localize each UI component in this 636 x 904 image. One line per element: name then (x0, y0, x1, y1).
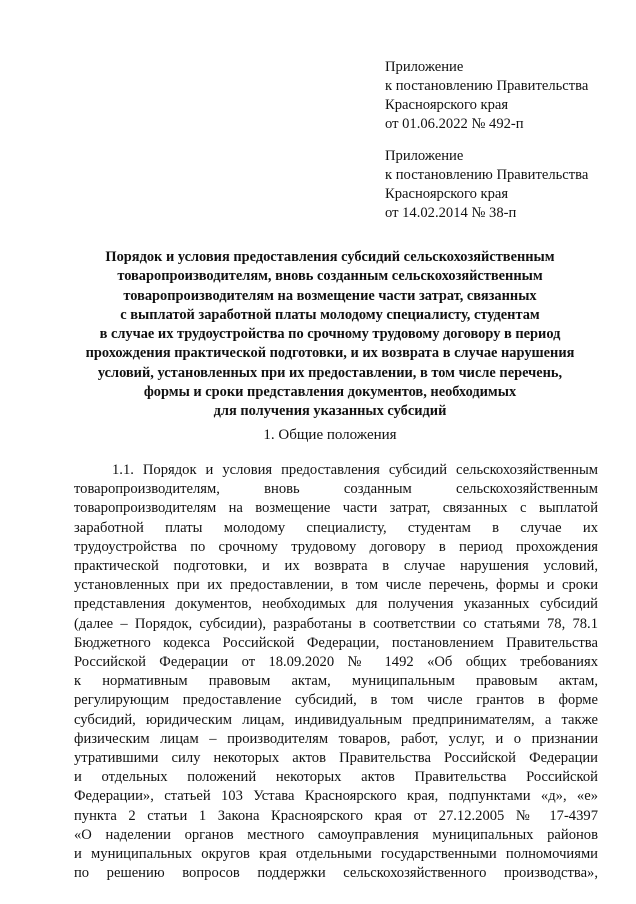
body-line: Бюджетного кодекса Российской Федерации, постановлением Правительства (74, 634, 598, 651)
body-line: товаропроизводителям, вновь созданным сельскохозяйственным (74, 481, 598, 498)
body-line: и отдельных положений некоторых актов Правительства Российской (74, 769, 598, 786)
appendix-line: от 14.02.2014 № 38-п (385, 205, 517, 221)
body-line: к нормативным правовым актам, муниципальным правовым актам, (74, 673, 598, 690)
body-line: по решению вопросов поддержки сельскохозяйственного производства», (74, 865, 598, 882)
section-heading: 1. Общие положения (263, 427, 397, 443)
body-line: практической подготовки, и их возврата в случае нарушения условий, (74, 558, 598, 575)
body-line: субсидий, юридическим лицам, индивидуальным предпринимателям, а также (74, 711, 598, 728)
body-line: (далее – Порядок, субсидии), разработаны в соответствии со статьями 78, 78.1 (74, 615, 598, 632)
body-paragraph (74, 461, 598, 883)
appendix-line: Приложение (385, 148, 464, 164)
appendix-block-2014 (385, 147, 588, 223)
body-line: товаропроизводителям на возмещение части затрат, связанных с выплатой (74, 500, 598, 517)
title-line: с выплатой заработной платы молодому специалисту, студентам (120, 306, 540, 323)
body-line: заработной платы молодому специалисту, студентам в случае их (74, 519, 598, 536)
title-line: в случае их трудоустройства по срочному трудовому договору в период (99, 326, 561, 343)
body-line: регулирующим предоставление субсидий, в том числе грантов в форме (74, 692, 598, 709)
body-line: трудоустройства по срочному трудовому договору в период прохождения (74, 538, 598, 555)
document-title (60, 248, 600, 422)
appendix-line: к постановлению Правительства (385, 78, 589, 94)
body-line: установленных при их предоставлении, в том числе перечень, формы и сроки (74, 577, 598, 594)
body-line: утратившими силу некоторых актов Правительства Российской Федерации (74, 750, 598, 767)
body-line: Российской Федерации от 18.09.2020 № 1492 «Об общих требованиях (74, 654, 598, 671)
title-line: формы и сроки представления документов, необходимых (143, 384, 517, 401)
body-line: представления документов, необходимых для получения указанных субсидий (74, 596, 598, 613)
appendix-block-2022 (385, 58, 588, 134)
body-line: «О наделении органов местного самоуправления муниципальных районов (74, 826, 598, 843)
title-line: условий, установленных при их предоставлении, в том числе перечень, (97, 364, 563, 381)
body-line: 1.1. Порядок и условия предоставления субсидий сельскохозяйственным (112, 462, 598, 478)
title-line: товаропроизводителям на возмещение части затрат, связанных (123, 287, 537, 304)
appendix-line: к постановлению Правительства (385, 167, 589, 183)
appendix-line: Красноярского края (385, 186, 509, 202)
body-line: Федерации», статьей 103 Устава Красноярского края, подпунктами «д», «е» (74, 788, 598, 805)
appendix-line: Приложение (385, 59, 464, 75)
title-line: прохождения практической подготовки, и их возврата в случае нарушения (85, 345, 575, 362)
body-line: и муниципальных округов края отдельными государственными полномочиями (74, 846, 598, 863)
body-line: физическим лицам – производителям товаров, работ, услуг, и о признании (74, 730, 598, 747)
appendix-line: Красноярского края (385, 97, 509, 113)
appendix-line: от 01.06.2022 № 492-п (385, 116, 524, 132)
title-line: для получения указанных субсидий (213, 403, 447, 420)
body-line: пункта 2 статьи 1 Закона Красноярского края от 27.12.2005 № 17-4397 (74, 807, 598, 824)
title-line: Порядок и условия предоставления субсидий сельскохозяйственным (105, 249, 555, 265)
title-line: товаропроизводителям, вновь созданным сельскохозяйственным (117, 268, 543, 285)
